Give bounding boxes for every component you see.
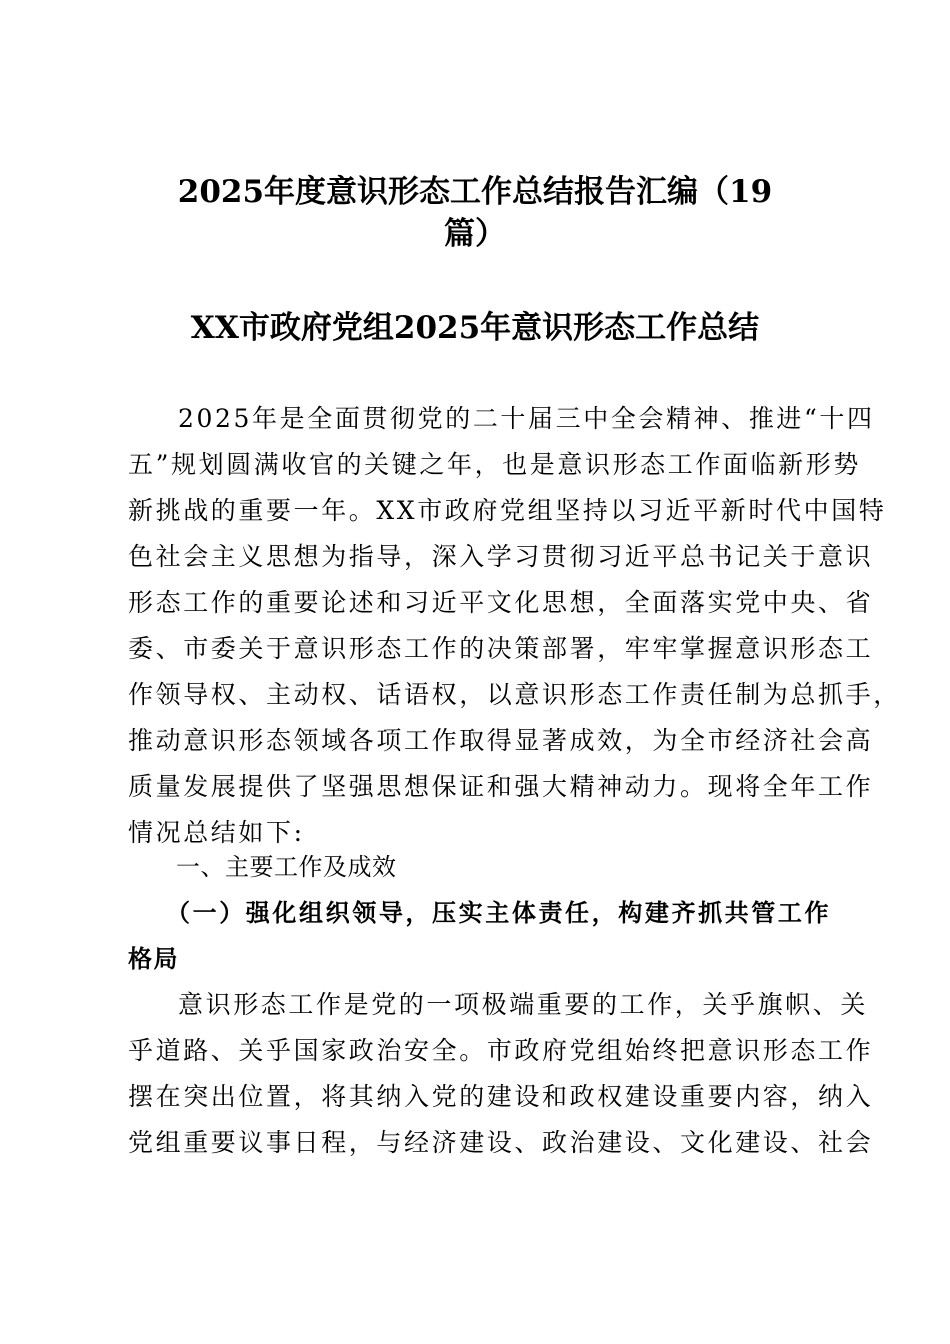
paragraph-line: 乎道路、关乎国家政治安全。市政府党组始终把意识形态工作 [128, 1036, 874, 1065]
paragraph-line: 委、市委关于意识形态工作的决策部署，牢牢掌握意识形态工 [128, 634, 874, 663]
paragraph-line: 形态工作的重要论述和习近平文化思想，全面落实党中央、省 [128, 588, 874, 617]
paragraph-line: 新挑战的重要一年。XX市政府党组坚持以习近平新时代中国特 [128, 496, 887, 525]
paragraph-line: 摆在突出位置，将其纳入党的建设和政权建设重要内容，纳入 [128, 1082, 874, 1111]
document-subtitle: XX市政府党组2025年意识形态工作总结 [190, 310, 760, 346]
paragraph-line: 党组重要议事日程，与经济建设、政治建设、文化建设、社会 [128, 1128, 874, 1157]
paragraph-line: 意识形态工作是党的一项极端重要的工作，关乎旗帜、关 [178, 990, 869, 1019]
document-title-line-1: 2025年度意识形态工作总结报告汇编（19 [177, 174, 773, 210]
paragraph-line: 质量发展提供了坚强思想保证和强大精神动力。现将全年工作 [128, 772, 874, 801]
document-title-line-2: 篇） [444, 216, 506, 252]
subsection-heading-line: （一）强化组织领导，压实主体责任，构建齐抓共管工作 [166, 899, 830, 927]
paragraph-line: 2025年是全面贯彻党的二十届三中全会精神、推进“十四 [178, 404, 875, 433]
paragraph-line: 五”规划圆满收官的关键之年，也是意识形态工作面临新形势 [128, 450, 861, 479]
paragraph-line: 作领导权、主动权、话语权，以意识形态工作责任制为总抓手， [128, 680, 901, 709]
paragraph-line: 情况总结如下: [128, 818, 305, 847]
section-heading-1: 一、主要工作及成效 [176, 853, 397, 881]
paragraph-line: 色社会主义思想为指导，深入学习贯彻习近平总书记关于意识 [128, 542, 874, 571]
subsection-heading-line: 格局 [128, 945, 179, 973]
paragraph-line: 推动意识形态领域各项工作取得显著成效，为全市经济社会高 [128, 726, 874, 755]
